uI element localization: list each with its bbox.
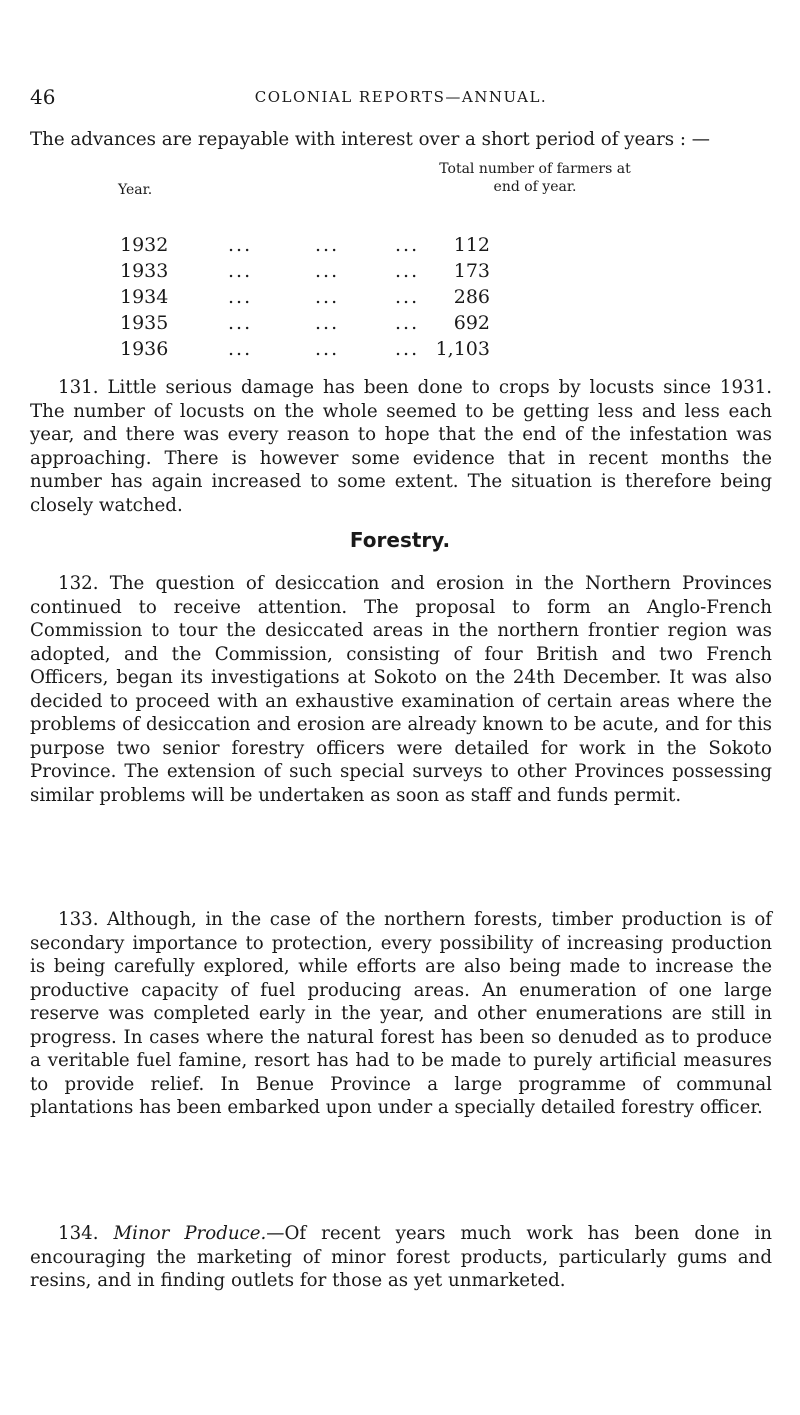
row-value: 692 (453, 312, 490, 334)
table-header-year: Year. (118, 182, 153, 198)
row-year: 1932 (120, 234, 169, 256)
row-value: 286 (453, 286, 490, 308)
row-year: 1934 (120, 286, 169, 308)
leader-dots: ... (228, 338, 253, 360)
leader-dots: ... (228, 260, 253, 282)
page-header (30, 85, 772, 115)
row-value: 173 (453, 260, 490, 282)
paragraph-134 (30, 1222, 772, 1293)
leader-dots: ... (395, 286, 420, 308)
leader-dots: ... (315, 312, 340, 334)
leader-dots: ... (315, 234, 340, 256)
leader-dots: ... (315, 260, 340, 282)
para-134-heading: Minor Produce. (113, 1223, 267, 1244)
page-number: 46 (30, 85, 56, 109)
row-value: 1,103 (435, 338, 490, 360)
leader-dots: ... (395, 312, 420, 334)
table-row (120, 312, 490, 338)
row-value: 112 (453, 234, 490, 256)
intro-paragraph: The advances are repayable with interest over a short period of years : — (30, 129, 710, 150)
leader-dots: ... (228, 312, 253, 334)
paragraph-131: 131. Little serious damage has been done to crops by locusts since 1931. The number of locusts on the whole seemed to be getting less and less each year, and there was every reason to hope that the end of the infestation was approaching. There is however some evidence that in recent months the number has again increased to some extent. The situation is therefore being closely watched. (30, 377, 772, 516)
leader-dots: ... (228, 234, 253, 256)
leader-dots: ... (395, 234, 420, 256)
leader-dots: ... (315, 338, 340, 360)
table-row (120, 338, 490, 364)
running-title: COLONIAL REPORTS—ANNUAL. (254, 88, 548, 106)
leader-dots: ... (395, 338, 420, 360)
leader-dots: ... (315, 286, 340, 308)
table-header-farmers: Total number of farmers at end of year. (439, 161, 631, 195)
table-row (120, 260, 490, 286)
paragraph-132: 132. The question of desiccation and erosion in the Northern Provinces continued to receive attention. The proposal to form an Anglo-French Commission to tour the desiccated areas in the northern frontier region was adopted, and the Commission, consisting of four British and two French Officers, began its investigations at Sokoto on the 24th December. It was also decided to proceed with an exhaustive examination of certain areas where the problems of desiccation and erosion are already known to be acute, and for this purpose two senior forestry officers were detailed for work in the Sokoto Province. The extension of such special surveys to other Provinces possessing similar problems will be undertaken as soon as staff and funds permit. (30, 573, 772, 806)
table-row (120, 234, 490, 260)
row-year: 1935 (120, 312, 169, 334)
row-year: 1933 (120, 260, 169, 282)
paragraph-133: 133. Although, in the case of the northern forests, timber production is of secondary importance to protection, every possibility of increasing production is being carefully explored, while efforts are also being made to increase the productive capacity of fuel producing areas. An enumeration of one large reserve was completed early in the year, and other enumerations are still in progress. In cases where the natural forest has been so denuded as to produce a veritable fuel famine, resort has had to be made to purely artificial measures to provide relief. In Benue Province a large programme of communal plantations has been embarked upon under a specially detailed forestry officer. (30, 909, 772, 1118)
section-title-forestry: Forestry. (349, 528, 451, 552)
row-year: 1936 (120, 338, 169, 360)
para-134-text: —Of recent years much work has been done in encouraging the marketing of minor forest products, particularly gums and resins, and in finding outlets for those as yet unmarketed. (30, 1223, 772, 1291)
para-134-number: 134. (58, 1223, 99, 1244)
table-row (120, 286, 490, 312)
leader-dots: ... (228, 286, 253, 308)
leader-dots: ... (395, 260, 420, 282)
